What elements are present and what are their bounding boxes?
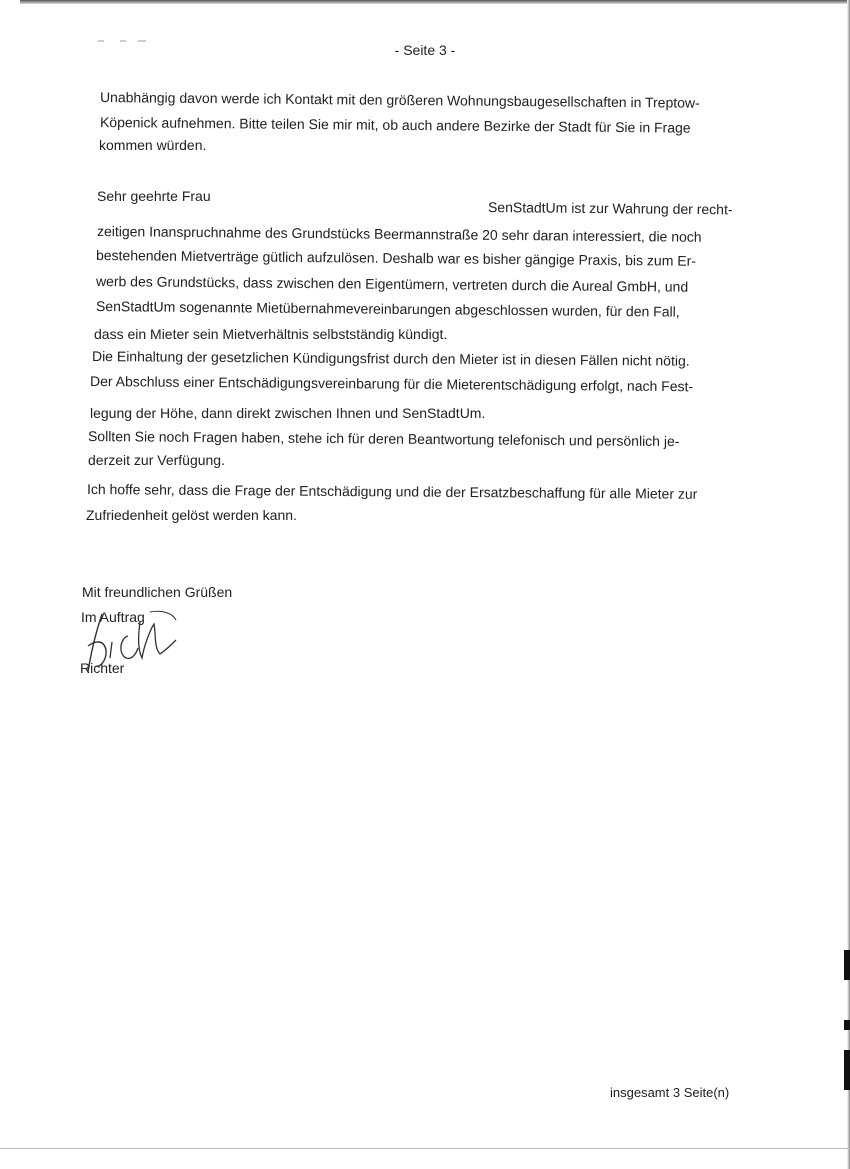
salutation: Sehr geehrte Frau xyxy=(97,188,211,204)
page-number-header: - Seite 3 - xyxy=(394,42,456,58)
body-line: Köpenick aufnehmen. Bitte teilen Sie mir mit, ob auch andere Bezirke der Stadt für Sie in Frage xyxy=(99,114,691,136)
footer-page-count: insgesamt 3 Seite(n) xyxy=(610,1085,730,1100)
body-line: SenStadtUm sogenannte Mietübernahmevereinbarungen abgeschlossen wurden, für den Fall, xyxy=(95,298,680,320)
body-line: legung der Höhe, dann direkt zwischen Ihnen und SenStadtUm. xyxy=(90,405,486,421)
body-line: SenStadtUm ist zur Wahrung der recht- xyxy=(487,199,733,218)
body-line: werb des Grundstücks, dass zwischen den Eigentümern, vertreten durch die Aureal GmbH, und xyxy=(95,273,689,295)
body-line: Ich hoffe sehr, dass die Frage der Entschädigung und die der Ersatzbeschaffung für alle Mieter zur xyxy=(86,481,698,502)
body-line: dass ein Mieter sein Mietverhältnis selbstständig kündigt. xyxy=(94,326,448,342)
handwritten-signature xyxy=(80,606,190,676)
closing-im-auftrag: Im Auftrag xyxy=(81,609,145,625)
scan-edge-bottom xyxy=(0,1148,850,1149)
body-line: kommen würden. xyxy=(99,137,207,153)
body-line: Zufriedenheit gelöst werden kann. xyxy=(86,507,297,523)
body-line: derzeit zur Verfügung. xyxy=(88,452,225,468)
body-line: zeitigen Inanspruchnahme des Grundstücks Beermannstraße 20 sehr daran interessiert, die noch xyxy=(96,223,702,245)
body-line: bestehenden Mietverträge gütlich aufzulösen. Deshalb war es bisher gängige Praxis, bis zum Er- xyxy=(95,247,697,269)
body-line: Unabhängig davon werde ich Kontakt mit den größeren Wohnungsbaugesellschaften in Treptow- xyxy=(99,89,700,111)
body-line: Der Abschluss einer Entschädigungsvereinbarung für die Mieterentschädigung erfolgt, nach Fest- xyxy=(89,373,694,395)
closing-greeting: Mit freundlichen Grüßen xyxy=(82,584,233,600)
scan-edge-marks xyxy=(844,950,850,1090)
closing-name: Richter xyxy=(80,660,125,676)
body-line: Die Einhaltung der gesetzlichen Kündigungsfrist durch den Mieter ist in diesen Fällen nicht nötig. xyxy=(91,348,690,369)
body-line: Sollten Sie noch Fragen haben, stehe ich für deren Beantwortung telefonisch und persönlich je- xyxy=(87,428,680,450)
scan-edge-top xyxy=(20,0,850,4)
